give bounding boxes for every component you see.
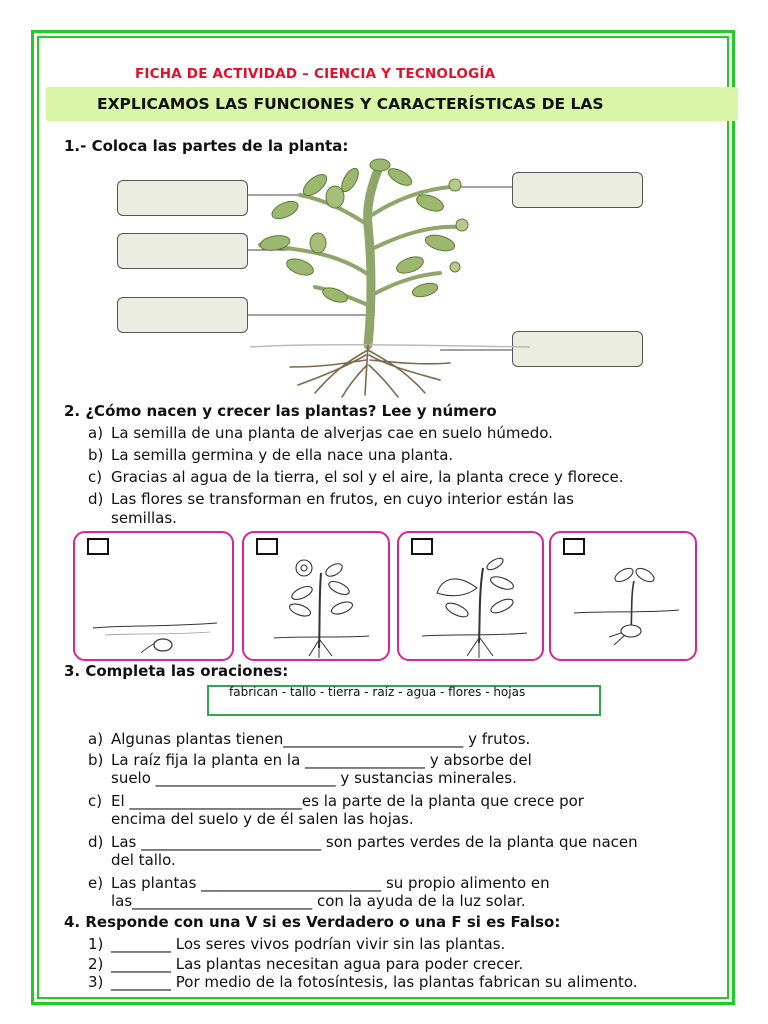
q3-item-e-line-2[interactable]: las________________________ con la ayuda de la luz solar. — [111, 892, 526, 910]
q3-item-a[interactable]: Algunas plantas tienen________________________ y frutos. — [111, 730, 531, 748]
plant-diagram — [110, 155, 670, 400]
q3-item-b-line-1[interactable]: La raíz fija la planta en la ________________ y absorbe del — [111, 751, 532, 769]
q3-marker-d: d) — [88, 833, 104, 851]
q2-marker-b: b) — [88, 446, 104, 464]
young-plant-with-seed-drawing — [417, 548, 529, 658]
q3-item-d-line-1[interactable]: Las ________________________ son partes verdes de la planta que nacen — [111, 833, 638, 851]
q2-marker-a: a) — [88, 424, 104, 442]
word-bank: fabrican - tallo - tierra - raíz - agua - flores - hojas — [229, 685, 526, 699]
q2-item-d-continued: semillas. — [111, 509, 177, 527]
q3-item-e-line-1[interactable]: Las plantas ________________________ su propio alimento en — [111, 874, 550, 892]
q4-marker-3: 3) — [88, 973, 104, 991]
q4-statement-3[interactable]: ________ Por medio de la fotosíntesis, las plantas fabrican su alimento. — [111, 973, 638, 991]
q2-item-c: Gracias al agua de la tierra, el sol y el aire, la planta crece y florece. — [111, 468, 624, 486]
growth-stage-card-4 — [549, 531, 697, 661]
worksheet-title: EXPLICAMOS LAS FUNCIONES Y CARACTERÍSTICAS DE LAS — [97, 95, 604, 113]
q4-marker-1: 1) — [88, 935, 104, 953]
q4-marker-2: 2) — [88, 955, 104, 973]
q3-item-b-line-2[interactable]: suelo ________________________ y sustancias minerales. — [111, 769, 517, 787]
question-1-title: 1.- Coloca las partes de la planta: — [64, 137, 349, 155]
sprouting-seed-drawing — [569, 553, 681, 653]
q3-marker-b: b) — [88, 751, 104, 769]
question-4-title: 4. Responde con una V si es Verdadero o una F si es Falso: — [64, 913, 561, 931]
seed-in-soil-drawing — [85, 583, 225, 653]
question-3-title: 3. Completa las oraciones: — [64, 662, 289, 680]
q2-marker-c: c) — [88, 468, 103, 486]
q2-item-d: Las flores se transforman en frutos, en cuyo interior están las — [111, 490, 574, 508]
q2-item-b: La semilla germina y de ella nace una planta. — [111, 446, 454, 464]
q3-marker-c: c) — [88, 792, 103, 810]
growth-stage-card-2 — [242, 531, 390, 661]
q3-marker-a: a) — [88, 730, 104, 748]
q3-marker-e: e) — [88, 874, 104, 892]
q4-statement-2[interactable]: ________ Las plantas necesitan agua para poder crecer. — [111, 955, 524, 973]
q4-statement-1[interactable]: ________ Los seres vivos podrían vivir sin las plantas. — [111, 935, 506, 953]
q2-marker-d: d) — [88, 490, 104, 508]
question-2-title: 2. ¿Cómo nacen y crecer las plantas? Lee y número — [64, 402, 497, 420]
growth-stage-card-1 — [73, 531, 234, 661]
flowering-plant-drawing — [264, 548, 374, 658]
q2-item-a: La semilla de una planta de alverjas cae en suelo húmedo. — [111, 424, 553, 442]
q3-item-c-line-2: encima del suelo y de él salen las hojas. — [111, 810, 414, 828]
q3-item-c-line-1[interactable]: El _______________________es la parte de la planta que crece por — [111, 792, 584, 810]
worksheet-subtitle: FICHA DE ACTIVIDAD – CIENCIA Y TECNOLOGÍA — [135, 66, 496, 82]
stage-number-box-1[interactable] — [87, 538, 109, 555]
growth-stage-card-3 — [397, 531, 544, 661]
q3-item-d-line-2: del tallo. — [111, 851, 176, 869]
